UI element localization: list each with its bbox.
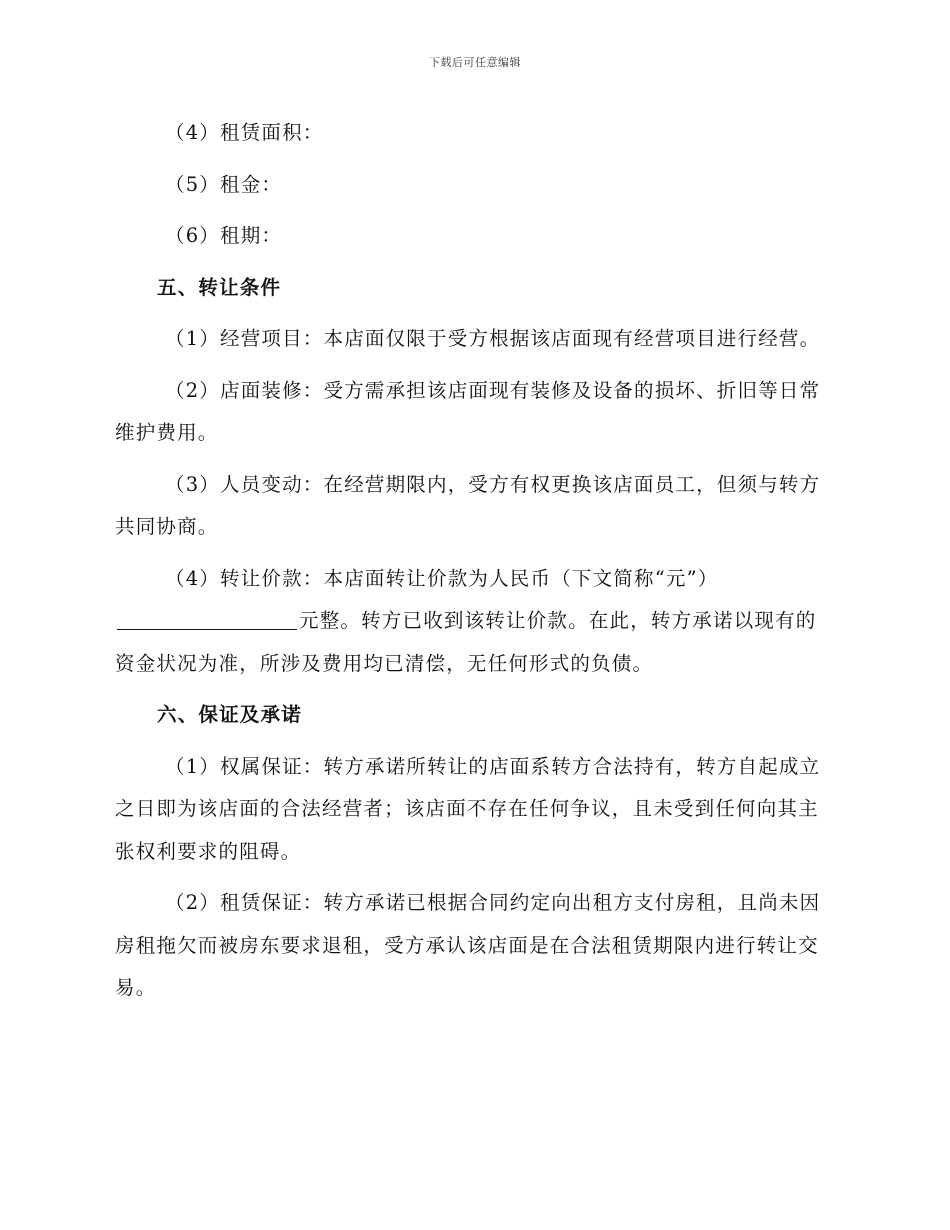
document-body bbox=[115, 112, 835, 1019]
clause-ownership-guarantee: （1）权属保证：转方承诺所转让的店面系转方合法持有，转方自起成立之日即为该店面的合法经营者；该店面不存在任何争议，且未受到任何向其主张权利要求的阻碍。 bbox=[115, 754, 821, 863]
page-header-note: 下载后可任意编辑 bbox=[429, 56, 521, 69]
clause-transfer-price bbox=[115, 558, 835, 686]
clause-store-decoration: （2）店面装修：受方需承担该店面现有装修及设备的损坏、折旧等日常维护费用。 bbox=[115, 378, 821, 444]
item-lease-area: （4）租赁面积： bbox=[165, 121, 324, 144]
transfer-price-text-start: （4）转让价款：本店面转让价款为人民币（下文简称“元”） bbox=[165, 566, 719, 590]
transfer-price-text-end: 元整。转方已收到该转让价款。在此，转方承诺以现有的资金状况为准，所涉及费用均已清偿，无任何形式的负债。 bbox=[115, 609, 817, 675]
clause-staff-changes: （3）人员变动：在经营期限内，受方有权更换该店面员工，但须与转方共同协商。 bbox=[115, 472, 821, 538]
section-heading-transfer-conditions: 五、转让条件 bbox=[157, 275, 282, 299]
section-heading-guarantees: 六、保证及承诺 bbox=[157, 703, 302, 726]
item-rent: （5）租金： bbox=[165, 172, 283, 196]
item-lease-term: （6）租期： bbox=[165, 224, 283, 247]
clause-lease-guarantee: （2）租赁保证：转方承诺已根据合同约定向出租方支付房租，且尚未因房租拖欠而被房东要求退租，受方承认该店面是在合法租赁期限内进行转让交易。 bbox=[115, 891, 821, 999]
clause-business-scope: （1）经营项目：本店面仅限于受方根据该店面现有经营项目进行经营。 bbox=[165, 327, 821, 350]
transfer-price-blank bbox=[117, 607, 297, 630]
